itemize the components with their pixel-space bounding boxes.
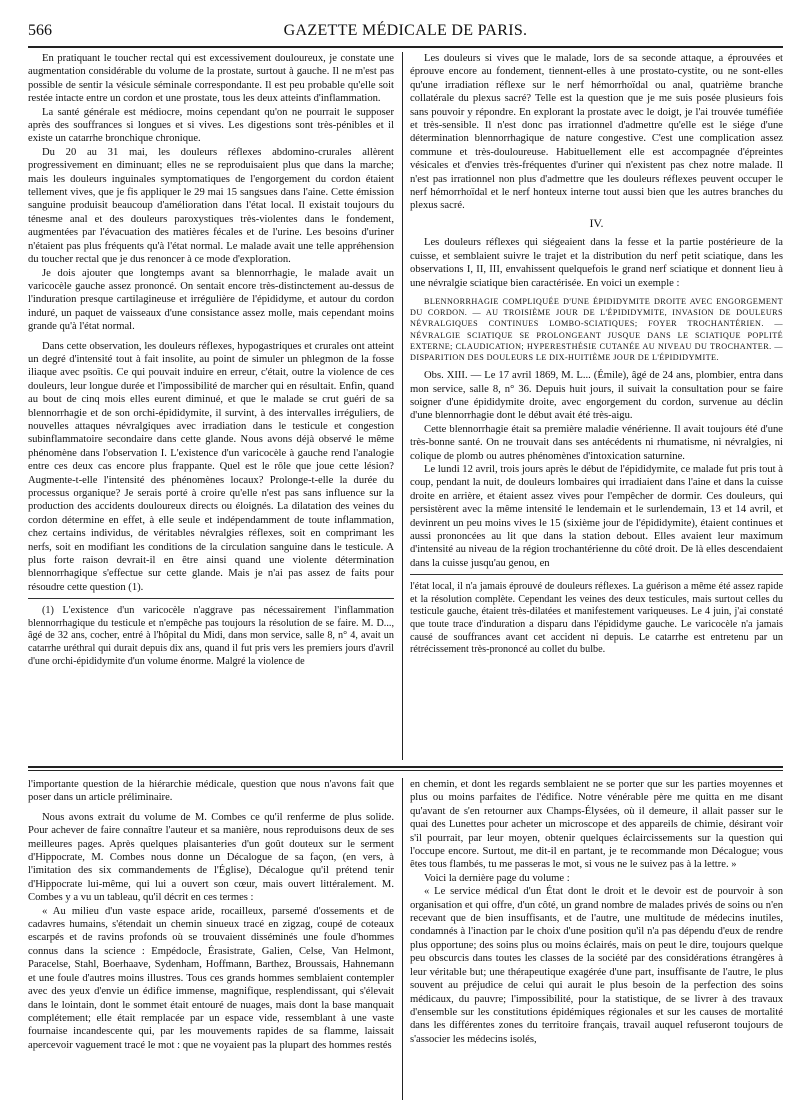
paragraph: En pratiquant le toucher rectal qui est excessivement douloureux, je constate une augmentation considérable du volume de la prostate, surtout à gauche. Il ne m'est pas possible de sentir la vésicule séminale correspondante. Il est peu probable qu'elle soit restée intacte entre un cordon et une prostate, tous les deux atteints d'inflammation.: [28, 53, 394, 105]
paragraph: Nous avons extrait du volume de M. Combes ce qu'il renferme de plus solide. Pour achever de faire connaître l'auteur et sa manière, nous reproduisons deux de ses meilleures pages. Après quelques plaisanteries d'un goût douteux sur le serment d'Hippocrate, M. Combes nous donne un Décalogue de sa façon, (en vers, à l'imitation des six commandements de l'Église), Décalogue qu'il prétend tenir d'Hippocrate lui-même, qui lui a ouvert son cœur, mais ouvert littéralement. M. Combes y a vu un tableau, qu'il décrit en ces termes :: [28, 811, 394, 904]
paragraph: l'importante question de la hiérarchie médicale, question que nous n'avons fait que poser dans un article préliminaire.: [28, 779, 394, 804]
section-separator: [28, 766, 783, 768]
page-number: 566: [28, 22, 52, 39]
paragraph: Je dois ajouter que longtemps avant sa blennorrhagie, le malade avait un varicocèle gauche assez prononcé. On sentait encore très-distinctement au-dessus de l'induration presque cartilagineuse et irrégulière de l'épididyme, et autour du cordon induré, un paquet de vaisseaux d'une consistance assez molle, mais cependant moins grande qu'à l'état normal.: [28, 267, 394, 333]
header-rule: [28, 46, 783, 48]
footnote: (1) L'existence d'un varicocèle n'aggrave pas nécessairement l'inflammation blennorrhagique du testicule et n'empêche pas toujours la résolution de se faire. M. D..., âgé de 32 ans, cocher, entré à l'hôpital du Midi, dans mon service, salle 8, n° 4, avait un catarrhe uréthral qui durait depuis dix ans, quand il fut pris vers les premiers jours d'avril d'une orchi-épididymite d'un volume énorme. Malgré la violence de: [28, 605, 394, 667]
observation-heading: BLENNORRHAGIE COMPLIQUÉE D'UNE ÉPIDIDYMITE DROITE AVEC ENGORGEMENT DU CORDON. — AU TROISIÈME JOUR DE L'ÉPIDIDYMITE, INVASION DE DOULEURS NÉVRALGIQUES CONTINUES LOMBO-SCIATIQUES; FOYER TROCHANTÉRIEN. — NÉVRALGIE SCIATIQUE SE PROLONGEANT JUSQUE DANS LE SCIATIQUE POPLITÉ EXTERNE; CLAUDICATION; HYPERESTHÉSIE CUTANÉE AU NIVEAU DU TROCHANTER. — DISPARITION DES DOULEURS LE DIX-HUITIÈME JOUR DE L'ÉPIDIDYMITE.: [410, 296, 783, 362]
section-separator: [28, 770, 783, 771]
journal-title: GAZETTE MÉDICALE DE PARIS.: [283, 22, 528, 39]
running-header: [28, 22, 783, 46]
paragraph: Voici la dernière page du volume :: [424, 872, 570, 884]
footnote-rule: [410, 574, 783, 575]
paragraph: Les douleurs si vives que le malade, lors de sa seconde attaque, a éprouvées et éprouve encore au fondement, tiennent-elles à une prostato-cystite, ou ne sont-elles qu'une irradiation réflexe sur le nerf hémorrhoïdal ou anal, quatrième branche collatérale du plexus sacré? Telle est la question que je me suis posée plusieurs fois sans pouvoir y répondre. En explorant la prostate avec le doigt, je l'ai trouvée tuméfiée et très-sensible. Il n'est donc pas irrationnel d'admettre qu'elle est le siége d'une détermination blennorrhagique de nature congestive. C'est une complication assez commune et très-douloureuse. Habituellement elle est accompagnée d'épreintes vésicales et d'envies très-fréquentes d'uriner qui n'existent pas chez notre malade. Il n'est pas irrationnel non plus d'admettre que les douleurs réflexes peuvent occuper le nerf hémorrhoïdal et le nerf honteux interne tout aussi bien que les autres branches du plexus sacré.: [410, 53, 783, 212]
paragraph: Du 20 au 31 mai, les douleurs réflexes abdomino-crurales allèrent progressivement en diminuant; elles ne se reproduisaient plus que dans la marche; mais les douleurs inguinales symptomatiques de l'engorgement du cordon étaient tellement vives, que je fis appliquer le 29 mai 15 sangsues dans l'aine. Cette émission sanguine produisit beaucoup d'amélioration dans l'état local. Il existait toujours du ténesme anal et des douleurs paroxystiques très-violentes dans le fondement, augmentées par l'évacuation des matières fécales et de l'urine. Les besoins d'uriner n'étaient pas plus fréquents qu'à l'état normal. Le malade avait une telle appréhension du toucher rectal que je dus renoncer à ce mode d'exploration.: [28, 146, 394, 266]
paragraph: Dans cette observation, les douleurs réflexes, hypogastriques et crurales ont atteint un degré d'intensité tout à fait insolite, au point de simuler un phlegmon de la fosse iliaque avec psoïtis. Ce qui pouvait induire en erreur, c'était, outre la violence de ces douleurs, leur longue durée et l'impossibilité de marcher qui en résultait. Enfin, quand au bout de cinq mois elles eurent diminué, et que le malade se crut guéri de sa blennorrhagie et de son orchi-épididymite, il survint, à des intervalles irréguliers, de nouvelles attaques névralgiques avec irradiation dans le testicule et congestion subinflammatoire secondaire dans cette glande. Nous avons déjà observé le même phénomène dans l'observation I. L'existence d'un varicocèle à gauche rend l'analogie entre ces deux cas encore plus frappante. Quel est le rôle que joue cette lésion? Augmente-t-elle l'intensité des phénomènes locaux? Prolonge-t-elle la durée du processus organique? Je serais porté à croire qu'elle n'est pas sans influence sur la production des accidents douloureux directs ou éloignés. La dilatation des veines du cordon détermine en effet, à elle seule et indépendamment de toute inflammation, chez certains individus, de véritables névralgies réflexes, soit en comprimant les nerfs, soit en modifiant les conditions de la circulation sanguine dans le testicule. A plus forte raison devrait-il en être ainsi quand une violente détermination blennorrhagique s'effectue sur cette glande. Mais je n'ai pas assez de faits pour résoudre cette question (1).: [28, 340, 394, 593]
paragraph: Obs. XIII. — Le 17 avril 1869, M. L... (Émile), âgé de 24 ans, plombier, entra dans mon service, salle 8, n° 36. Depuis huit jours, il suivait la consultation pour se faire soigner d'une épididymite droite, avec engorgement du cordon, survenue au déclin d'une blennorrhagie dont le début avait été très-aigu.: [410, 370, 783, 422]
paragraph: Le lundi 12 avril, trois jours après le début de l'épididymite, ce malade fut pris tout à coup, pendant la nuit, de douleurs lombaires qui irradiaient dans l'aine et dans la cuisse droite en arrière, et étaient assez vives pour l'empêcher de dormir. Ces douleurs, qui persistèrent avec la même intensité le lendemain et le surlendemain, 13 et 14 avril, et devinrent un peu moins vives le 15 (sixième jour de l'épididymite), étaient continues et aussi prononcées au lit que dans la station debout. Elles avaient leur maximum d'intensité au niveau de la région trochantérienne du côté droit. De là elles descendaient dans la cuisse jusqu'au genou, en: [410, 463, 783, 569]
footnote-rule: [28, 598, 394, 599]
paragraph: « Le service médical d'un État dont le droit et le devoir est de pourvoir à son organisation et qui offre, d'un côté, un grand nombre de malades privés de soins ou n'en recevant que de bien insuffisants, et de l'autre, une multitude de médecins inutiles, condamnés à l'inaction par le choix d'une position qu'il n'a pas dépendu d'eux de rendre plus opportune; des soins plus ou moins éclairés, mais on peut le dire, toujours quelque peu obscurcis dans toutes les classes de la société par des considérations étrangères à leur véritable but; une thérapeutique exagérée d'une part, insuffisante de l'autre, le plus souvent au préjudice de celui qui aurait le plus besoin de la perfection des soins médicaux, du pauvre; l'impossibilité, pour la statistique, de se livrer à des travaux d'ensemble sur les constitutions épidémiques régionales et sur les causes de mortalité dans les différentes zones du territoire français, travail auquel refuseront toujours de s'associer les médecins isolés,: [410, 886, 783, 1045]
paragraph: en chemin, et dont les regards semblaient ne se porter que sur les parties moyennes et plus ou moins parfaites de l'édifice. Notre vénérable père me quitta en me disant qu'avant de s'en retourner aux Champs-Élysées, où il demeure, il allait passer sur le quai des Lunettes pour acheter un microscope et des appareils de chimie, désirant voir s'il pourrait, par leur moyen, obtenir quelques éclaircissements sur la question qui l'occupe encore. Surtout, me dit-il en partant, je te recommande mon Décalogue; vous êtes tous flambés, tu me passeras le mot, si vous ne le suivez pas à la lettre. »: [410, 779, 783, 871]
lower-left-column: [28, 778, 394, 1100]
paragraph: La santé générale est médiocre, moins cependant qu'on ne pourrait le supposer après des souffrances si longues et si vives. Les digestions sont très-pénibles et il existe un catarrhe bronchique chronique.: [28, 106, 394, 145]
left-column: [28, 52, 394, 760]
paragraph: « Au milieu d'un vaste espace aride, rocailleux, parsemé d'ossements et de cadavres humains, s'étendait un chemin sinueux tracé en zigzag, coupé de coteaux escarpés et de ravins profonds où se trouvaient disséminés une foule d'hommes connus dans la science : Empédocle, Érasistrate, Galien, Celse, Van Helmont, Paracelse, Stahl, Boerhaave, Sydenham, Hoffmann, Barthez, Broussais, Hahnemann et une foule d'autres moins illustres. Tous ces grands hommes semblaient contempler avec des yeux d'envie un édifice immense, magnifique, resplendissant, qui s'élevait dans le lointain, dont le sommet était entouré de nuages, mais dont la base manquait complétement; elle était remplacée par un espace vide, ressemblant à une vaste fournaise incandescente qui, par les mouvements rapides de sa flamme, laissait apercevoir vaguement tracé le mot : que ne voyaient pas la plupart des hommes restés: [28, 905, 394, 1051]
lower-right-column: [410, 778, 783, 1100]
column-divider: [402, 52, 403, 760]
column-divider: [402, 778, 403, 1100]
footnote-continuation: l'état local, il n'a jamais éprouvé de douleurs réflexes. La guérison a même été assez rapide et la résolution complète. Cependant les veines des deux testicules, mais surtout celles du testicule gauche, étaient très-dilatées et manifestement variqueuses. Le 4 juin, j'ai constaté que toute trace d'induration a disparu dans l'épididyme gauche. Le varicocèle n'a jamais causé de souffrances avant cet accident ni depuis. Le catarrhe est entretenu par un rétrécissement très-prononcé au collet du bulbe.: [410, 581, 783, 656]
section-numeral: IV.: [589, 215, 604, 230]
right-column: [410, 52, 783, 760]
paragraph: Les douleurs réflexes qui siégeaient dans la fesse et la partie postérieure de la cuisse, et semblaient suivre le trajet et la distribution du nerf petit sciatique, dans les observations I, II, III, envahissent quelquefois le grand nerf sciatique et donnent lieu à une névralgie sciatique bien caractérisée. En voici un exemple :: [410, 237, 783, 289]
paragraph: Cette blennorrhagie était sa première maladie vénérienne. Il avait toujours été d'une très-bonne santé. On ne trouvait dans ses antécédents ni rhumatisme, ni névralgies, ni colique de plomb ou autres phénomènes d'intoxication saturnine.: [410, 423, 783, 462]
